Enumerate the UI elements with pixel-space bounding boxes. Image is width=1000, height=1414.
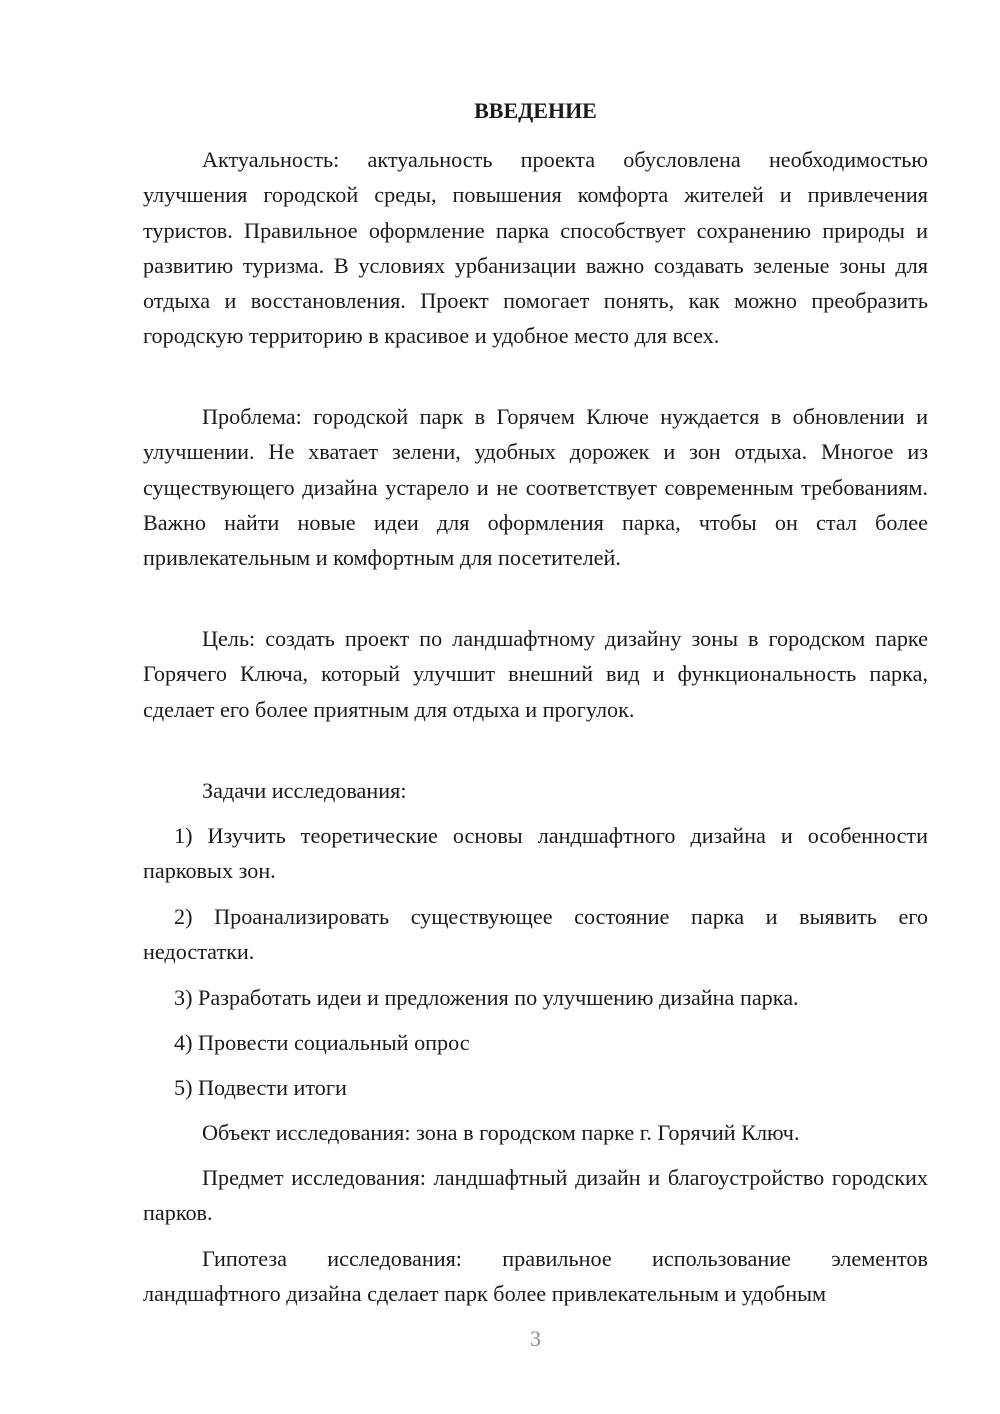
paragraph-problem: Проблема: городской парк в Горячем Ключе нуждается в обновлении и улучшении. Не хватает зелени, удобных дорожек и зон отдыха. Многое из существующего дизайна устарело и не соответствует современным требованиям. Важно найти новые идеи для оформления парка, чтобы он стал более привлекательным и комфортным для посетителей. [143,404,928,571]
task-item-5: 5) Подвести итоги [174,1075,347,1100]
paragraph-relevance: Актуальность: актуальность проекта обусловлена необходимостью улучшения городской среды, повышения комфорта жителей и привлечения туристов. Правильное оформление парка способствует сохранению природы и развитию туризма. В условиях урбанизации важно создавать зеленые зоны для отдыха и восстановления. Проект помогает понять, как можно преобразить городскую территорию в красивое и удобное место для всех. [143,147,928,349]
paragraph-object: Объект исследования: зона в городском парке г. Горячий Ключ. [202,1120,800,1145]
paragraph-goal: Цель: создать проект по ландшафтному дизайну зоны в городском парке Горячего Ключа, который улучшит внешний вид и функциональность парка, сделает его более приятным для отдыха и прогулок. [143,626,928,722]
task-item-1: 1) Изучить теоретические основы ландшафтного дизайна и особенности парковых зон. [143,823,928,884]
page-number: 3 [530,1326,541,1351]
task-item-3: 3) Разработать идеи и предложения по улучшению дизайна парка. [174,985,799,1010]
task-item-4: 4) Провести социальный опрос [174,1030,470,1055]
task-item-2: 2) Проанализировать существующее состояние парка и выявить его недостатки. [143,904,928,965]
tasks-title: Задачи исследования: [202,778,407,803]
page-title: ВВЕДЕНИЕ [474,98,597,123]
paragraph-subject: Предмет исследования: ландшафтный дизайн и благоустройство городских парков. [143,1165,928,1226]
paragraph-hypothesis: Гипотеза исследования: правильное использование элементов ландшафтного дизайна сделает парк более привлекательным и удобным [143,1246,928,1307]
